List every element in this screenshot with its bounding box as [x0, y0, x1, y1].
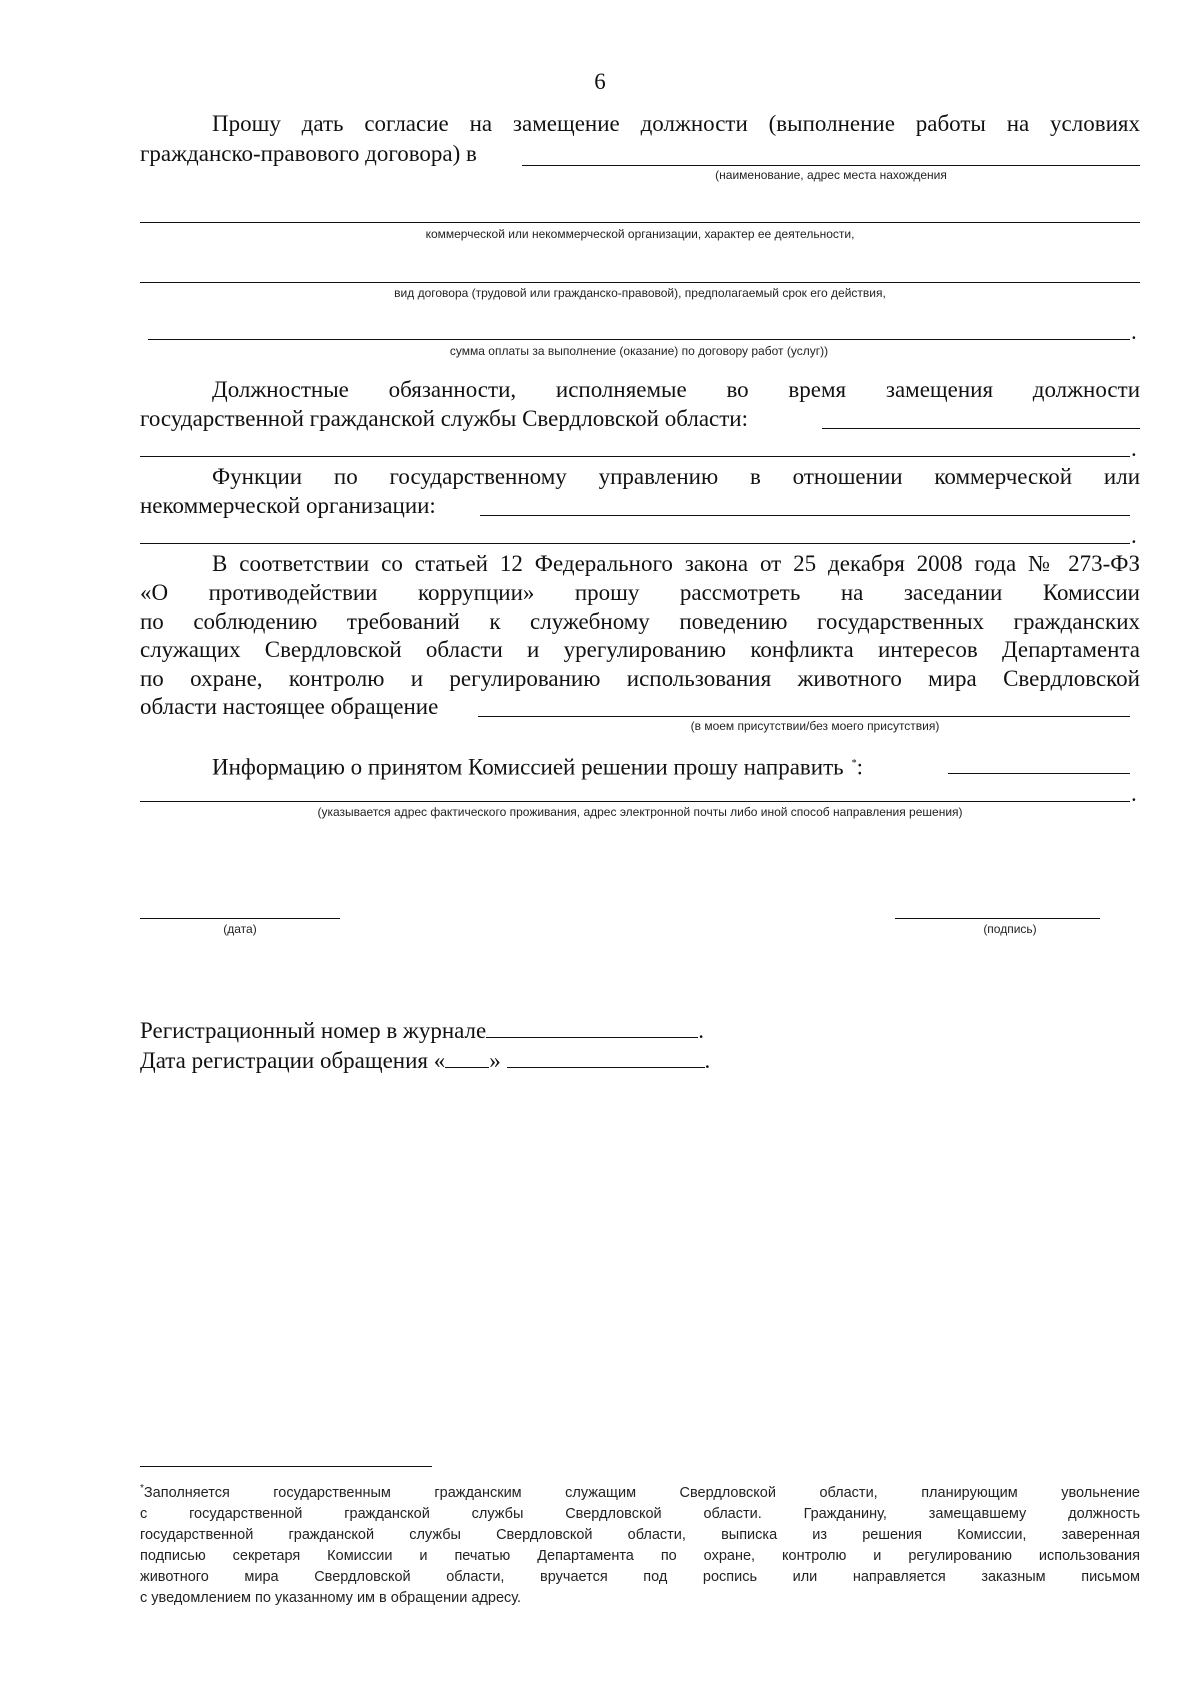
registration-date-period: . — [704, 1048, 711, 1073]
contract-type-line[interactable] — [140, 282, 1140, 283]
caption-presence: (в моем присутствии/без моего присутствия) — [690, 719, 940, 733]
info-line-1 — [212, 750, 863, 782]
request-line-5: по охране, контролю и регулированию использования животного мира Свердловской — [140, 666, 1140, 691]
footnote-line-3: государственной гражданской службы Свердловской области, выписка из решения Комиссии, заверенная — [140, 1526, 1140, 1543]
caption-payment-amount: сумма оплаты за выполнение (оказание) по договору работ (услуг)) — [449, 344, 829, 358]
info-period: . — [1131, 781, 1137, 806]
footnote-text-1: Заполняется государственным гражданским служащим Свердловской области, планирующим увольнение — [143, 1484, 1140, 1501]
intro-line-1: Прошу дать согласие на замещение должности (выполнение работы на условиях — [212, 111, 1140, 136]
functions-field-line-2[interactable] — [140, 543, 1130, 544]
payment-amount-line[interactable] — [148, 339, 1130, 340]
duties-line-1: Должностные обязанности, исполняемые во время замещения должности — [212, 377, 1140, 402]
footnote-line-2: с государственной гражданской службы Свердловской области. Гражданину, замещавшему должность — [140, 1505, 1140, 1522]
functions-field-line-1[interactable] — [480, 515, 1130, 516]
signature-label: (подпись) — [983, 922, 1037, 936]
functions-line-2: некоммерческой организации: — [140, 493, 436, 518]
caption-contract-type: вид договора (трудовой или гражданско-правовой), предполагаемый срок его действия, — [394, 286, 886, 300]
registration-number-period: . — [698, 1018, 704, 1043]
footnote-line-1 — [140, 1478, 1140, 1504]
registration-date-row — [140, 1045, 710, 1075]
registration-number-row — [140, 1015, 704, 1045]
signature-field-line[interactable] — [895, 918, 1100, 919]
request-line-1: В соответствии со статьей 12 Федерального закона от 25 декабря 2008 года № 273-ФЗ — [212, 551, 1140, 576]
caption-delivery-method: (указывается адрес фактического проживания, адрес электронной почты либо иной способ направления решения) — [317, 805, 963, 819]
registration-month-year-field[interactable] — [507, 1045, 705, 1068]
date-field-line[interactable] — [140, 918, 340, 919]
duties-field-line-1[interactable] — [822, 428, 1140, 429]
footnote-marker: * — [140, 1483, 144, 1494]
date-label: (дата) — [223, 922, 257, 936]
registration-day-field[interactable] — [445, 1045, 489, 1068]
payment-line-period: . — [1131, 319, 1137, 344]
caption-organization-name: (наименование, адрес места нахождения — [715, 168, 947, 182]
footnote-line-5: животного мира Свердловской области, вручается под роспись или направляется заказным письмом — [140, 1568, 1140, 1585]
organization-activity-line[interactable] — [140, 222, 1140, 223]
presence-field-line[interactable] — [478, 716, 1130, 717]
request-line-6: области настоящее обращение — [140, 694, 439, 719]
registration-number-field[interactable] — [486, 1015, 698, 1038]
organization-field-line[interactable] — [522, 165, 1140, 166]
footnote-line-4: подписью секретаря Комиссии и печатью Департамента по охране, контролю и регулированию использования — [140, 1547, 1140, 1564]
duties-line-2: государственной гражданской службы Свердловской области: — [140, 406, 748, 431]
request-line-2: «О противодействии коррупции» прошу рассмотреть на заседании Комиссии — [140, 580, 1140, 605]
request-line-3: по соблюдению требований к служебному поведению государственных гражданских — [140, 609, 1140, 634]
page-number: 6 — [594, 69, 606, 94]
info-field-line-1[interactable] — [948, 773, 1130, 774]
request-line-4: служащих Свердловской области и урегулированию конфликта интересов Департамента — [140, 637, 1140, 662]
functions-line-1: Функции по государственному управлению в отношении коммерческой или — [212, 464, 1140, 489]
registration-number-label: Регистрационный номер в журнале — [140, 1018, 487, 1043]
info-field-line-2[interactable] — [140, 801, 1130, 802]
footnote-line-6: с уведомлением по указанному им в обращении адресу. — [140, 1589, 522, 1606]
duties-field-line-2[interactable] — [140, 456, 1130, 457]
footnote-separator — [140, 1466, 432, 1467]
caption-organization-activity: коммерческой или некоммерческой организации, характер ее деятельности, — [425, 227, 855, 241]
registration-date-label: Дата регистрации обращения « — [140, 1048, 446, 1073]
info-colon: : — [856, 754, 864, 780]
info-footnote-mark: * — [851, 758, 857, 769]
functions-period: . — [1131, 523, 1137, 548]
intro-line-2: гражданско-правового договора) в — [140, 141, 477, 166]
registration-date-quote: » — [489, 1048, 501, 1073]
duties-period: . — [1131, 436, 1137, 461]
footnote — [140, 1478, 1140, 1609]
info-text: Информацию о принятом Комиссией решении прошу направить — [212, 754, 844, 780]
